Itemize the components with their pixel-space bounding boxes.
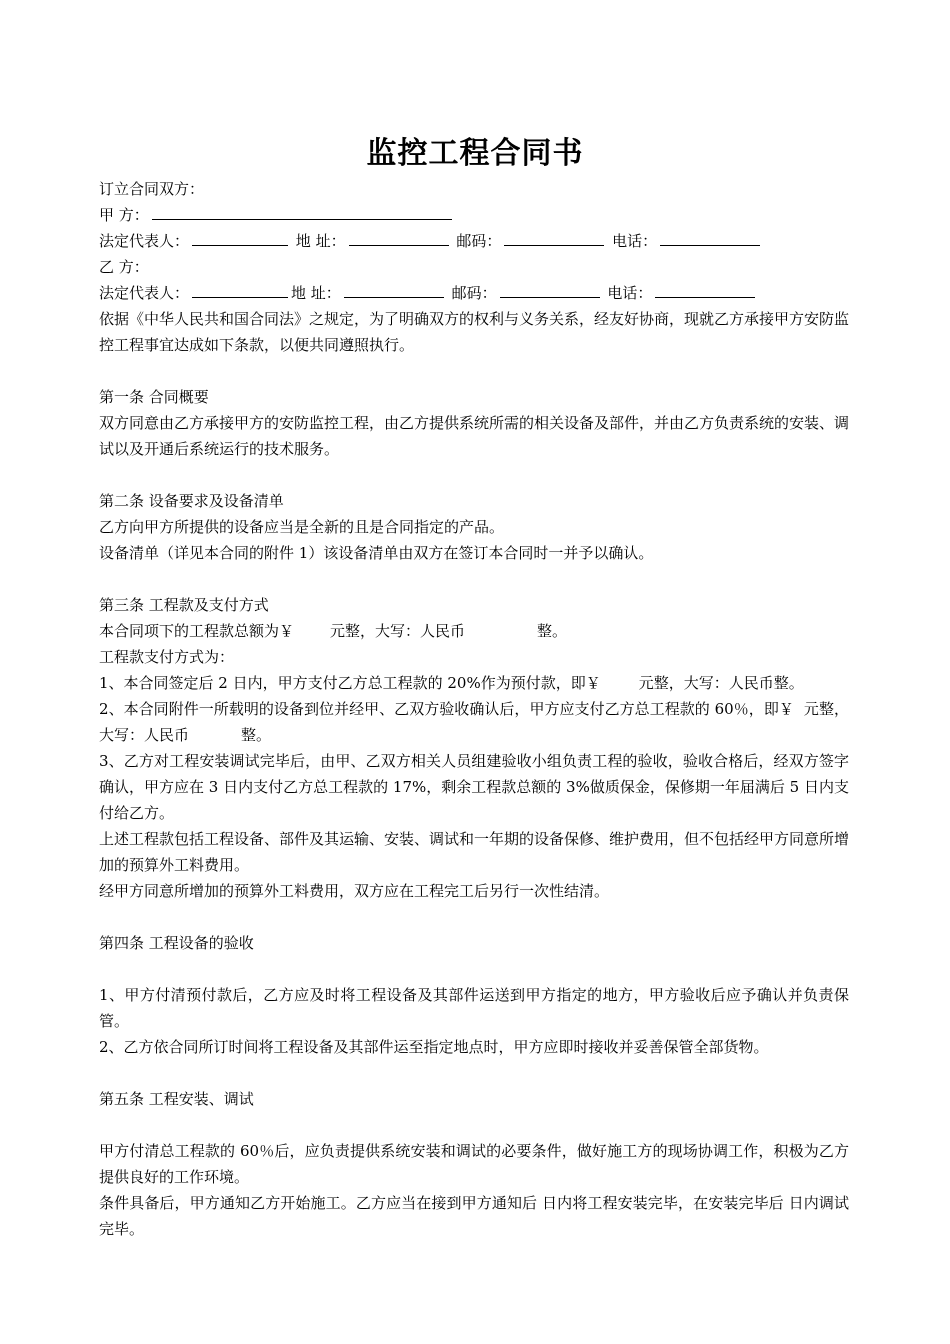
party-b-address-blank — [344, 280, 444, 298]
extra-cost-paragraph: 经甲方同意所增加的预算外工料费用，双方应在工程完工后另行一次性结清。 — [99, 882, 610, 900]
payment-item-2-text: 2、本合同附件一所载明的设备到位并经甲、乙双方验收确认后，甲方应支付乙方总工程款的 60％，即￥ — [99, 700, 794, 718]
spacer — [99, 1112, 849, 1138]
document-body — [99, 176, 849, 1242]
article-5-paragraph-2: 条件具备后，甲方通知乙方开始施工。乙方应当在接到甲方通知后 日内将工程安装完毕，在安装完毕后 日内调试完毕。 — [99, 1194, 849, 1238]
payment-item-2-suffix: 整。 — [241, 726, 272, 744]
party-b-phone-label: 电话： — [607, 284, 653, 302]
payment-method-label: 工程款支付方式为： — [99, 648, 235, 666]
article-5-paragraph-1: 甲方付清总工程款的 60％后，应负责提供系统安装和调试的必要条件，做好施工方的现场协调工作，积极为乙方提供良好的工作环境。 — [99, 1142, 849, 1186]
article-2-heading: 第二条 设备要求及设备清单 — [99, 492, 284, 510]
party-b-phone-blank — [655, 280, 755, 298]
party-a-label: 甲 方： — [99, 206, 149, 224]
spacer — [99, 1060, 849, 1086]
spacer — [99, 904, 849, 930]
payment-item-1 — [99, 670, 849, 696]
party-a-name-blank — [152, 202, 452, 220]
party-b-details-line — [99, 280, 849, 306]
payment-item-1-text: 1、本合同签定后 2 日内，甲方支付乙方总工程款的 20%作为预付款，即￥ — [99, 674, 601, 692]
article-4-item-2: 2、乙方依合同所订时间将工程设备及其部件运至指定地点时，甲方应即时接收并妥善保管全部货物。 — [99, 1038, 769, 1056]
party-a-rep-blank — [192, 228, 288, 246]
party-b-postcode-label: 邮码： — [451, 284, 497, 302]
payment-item-2-words-label: 元整，大写：人民币 — [99, 700, 849, 744]
article-1-paragraph: 双方同意由乙方承接甲方的安防监控工程，由乙方提供系统所需的相关设备及部件，并由乙方负责系统的安装、调试以及开通后系统运行的技术服务。 — [99, 414, 850, 458]
party-a-phone-blank — [660, 228, 760, 246]
party-a-address-blank — [349, 228, 449, 246]
party-b-postcode-blank — [500, 280, 600, 298]
payment-item-1-words-label: 元整，大写：人民币 — [638, 674, 774, 692]
total-amount-suffix: 整。 — [537, 622, 568, 640]
party-a-rep-label: 法定代表人： — [99, 232, 190, 250]
party-a-line — [99, 202, 849, 228]
payment-item-3: 3、乙方对工程安装调试完毕后，由甲、乙双方相关人员组建验收小组负责工程的验收，验收合格后，经双方签字确认，甲方应在 3 日内支付乙方总工程款的 17%，剩余工程款总额的 3%做质保金，保修期一年届满后 5 日内支付给乙方。 — [99, 752, 849, 822]
party-b-rep-label: 法定代表人： — [99, 284, 190, 302]
party-b-rep-blank — [192, 280, 288, 298]
spacer — [99, 956, 849, 982]
party-a-address-label: 地 址： — [295, 232, 346, 250]
spacer — [99, 358, 849, 384]
article-2-paragraph-2: 设备清单（详见本合同的附件 1）该设备清单由双方在签订本合同时一并予以确认。 — [99, 544, 654, 562]
article-4-heading: 第四条 工程设备的验收 — [99, 934, 254, 952]
spacer — [99, 566, 849, 592]
party-b-label: 乙 方： — [99, 258, 149, 276]
spacer — [99, 462, 849, 488]
party-b-address-label: 地 址： — [291, 284, 341, 302]
article-2-paragraph-1: 乙方向甲方所提供的设备应当是全新的且是合同指定的产品。 — [99, 518, 505, 536]
payment-scope-paragraph: 上述工程款包括工程设备、部件及其运输、安装、调试和一年期的设备保修、维护费用，但不包括经甲方同意所增加的预算外工料费用。 — [99, 830, 850, 874]
article-4-item-1: 1、甲方付清预付款后，乙方应及时将工程设备及其部件运送到甲方指定的地方，甲方验收后应予确认并负责保管。 — [99, 986, 849, 1030]
preamble-paragraph: 依据《中华人民共和国合同法》之规定，为了明确双方的权利与义务关系，经友好协商，现就乙方承接甲方安防监控工程事宜达成如下条款，以便共同遵照执行。 — [99, 310, 850, 354]
document-title: 监控工程合同书 — [366, 136, 584, 171]
payment-item-1-suffix: 整。 — [773, 674, 804, 692]
total-amount-words-label: 元整，大写：人民币 — [330, 622, 466, 640]
article-3-heading: 第三条 工程款及支付方式 — [99, 596, 269, 614]
party-a-postcode-label: 邮码： — [456, 232, 502, 250]
article-1-heading: 第一条 合同概要 — [99, 388, 209, 406]
parties-label: 订立合同双方： — [99, 180, 205, 198]
party-a-postcode-blank — [504, 228, 604, 246]
party-a-details-line — [99, 228, 849, 254]
payment-item-2 — [99, 696, 849, 748]
article-3-total-line — [99, 618, 849, 644]
party-a-phone-label: 电话： — [612, 232, 658, 250]
total-amount-prefix: 本合同项下的工程款总额为￥ — [99, 622, 295, 640]
article-5-heading: 第五条 工程安装、调试 — [99, 1090, 254, 1108]
